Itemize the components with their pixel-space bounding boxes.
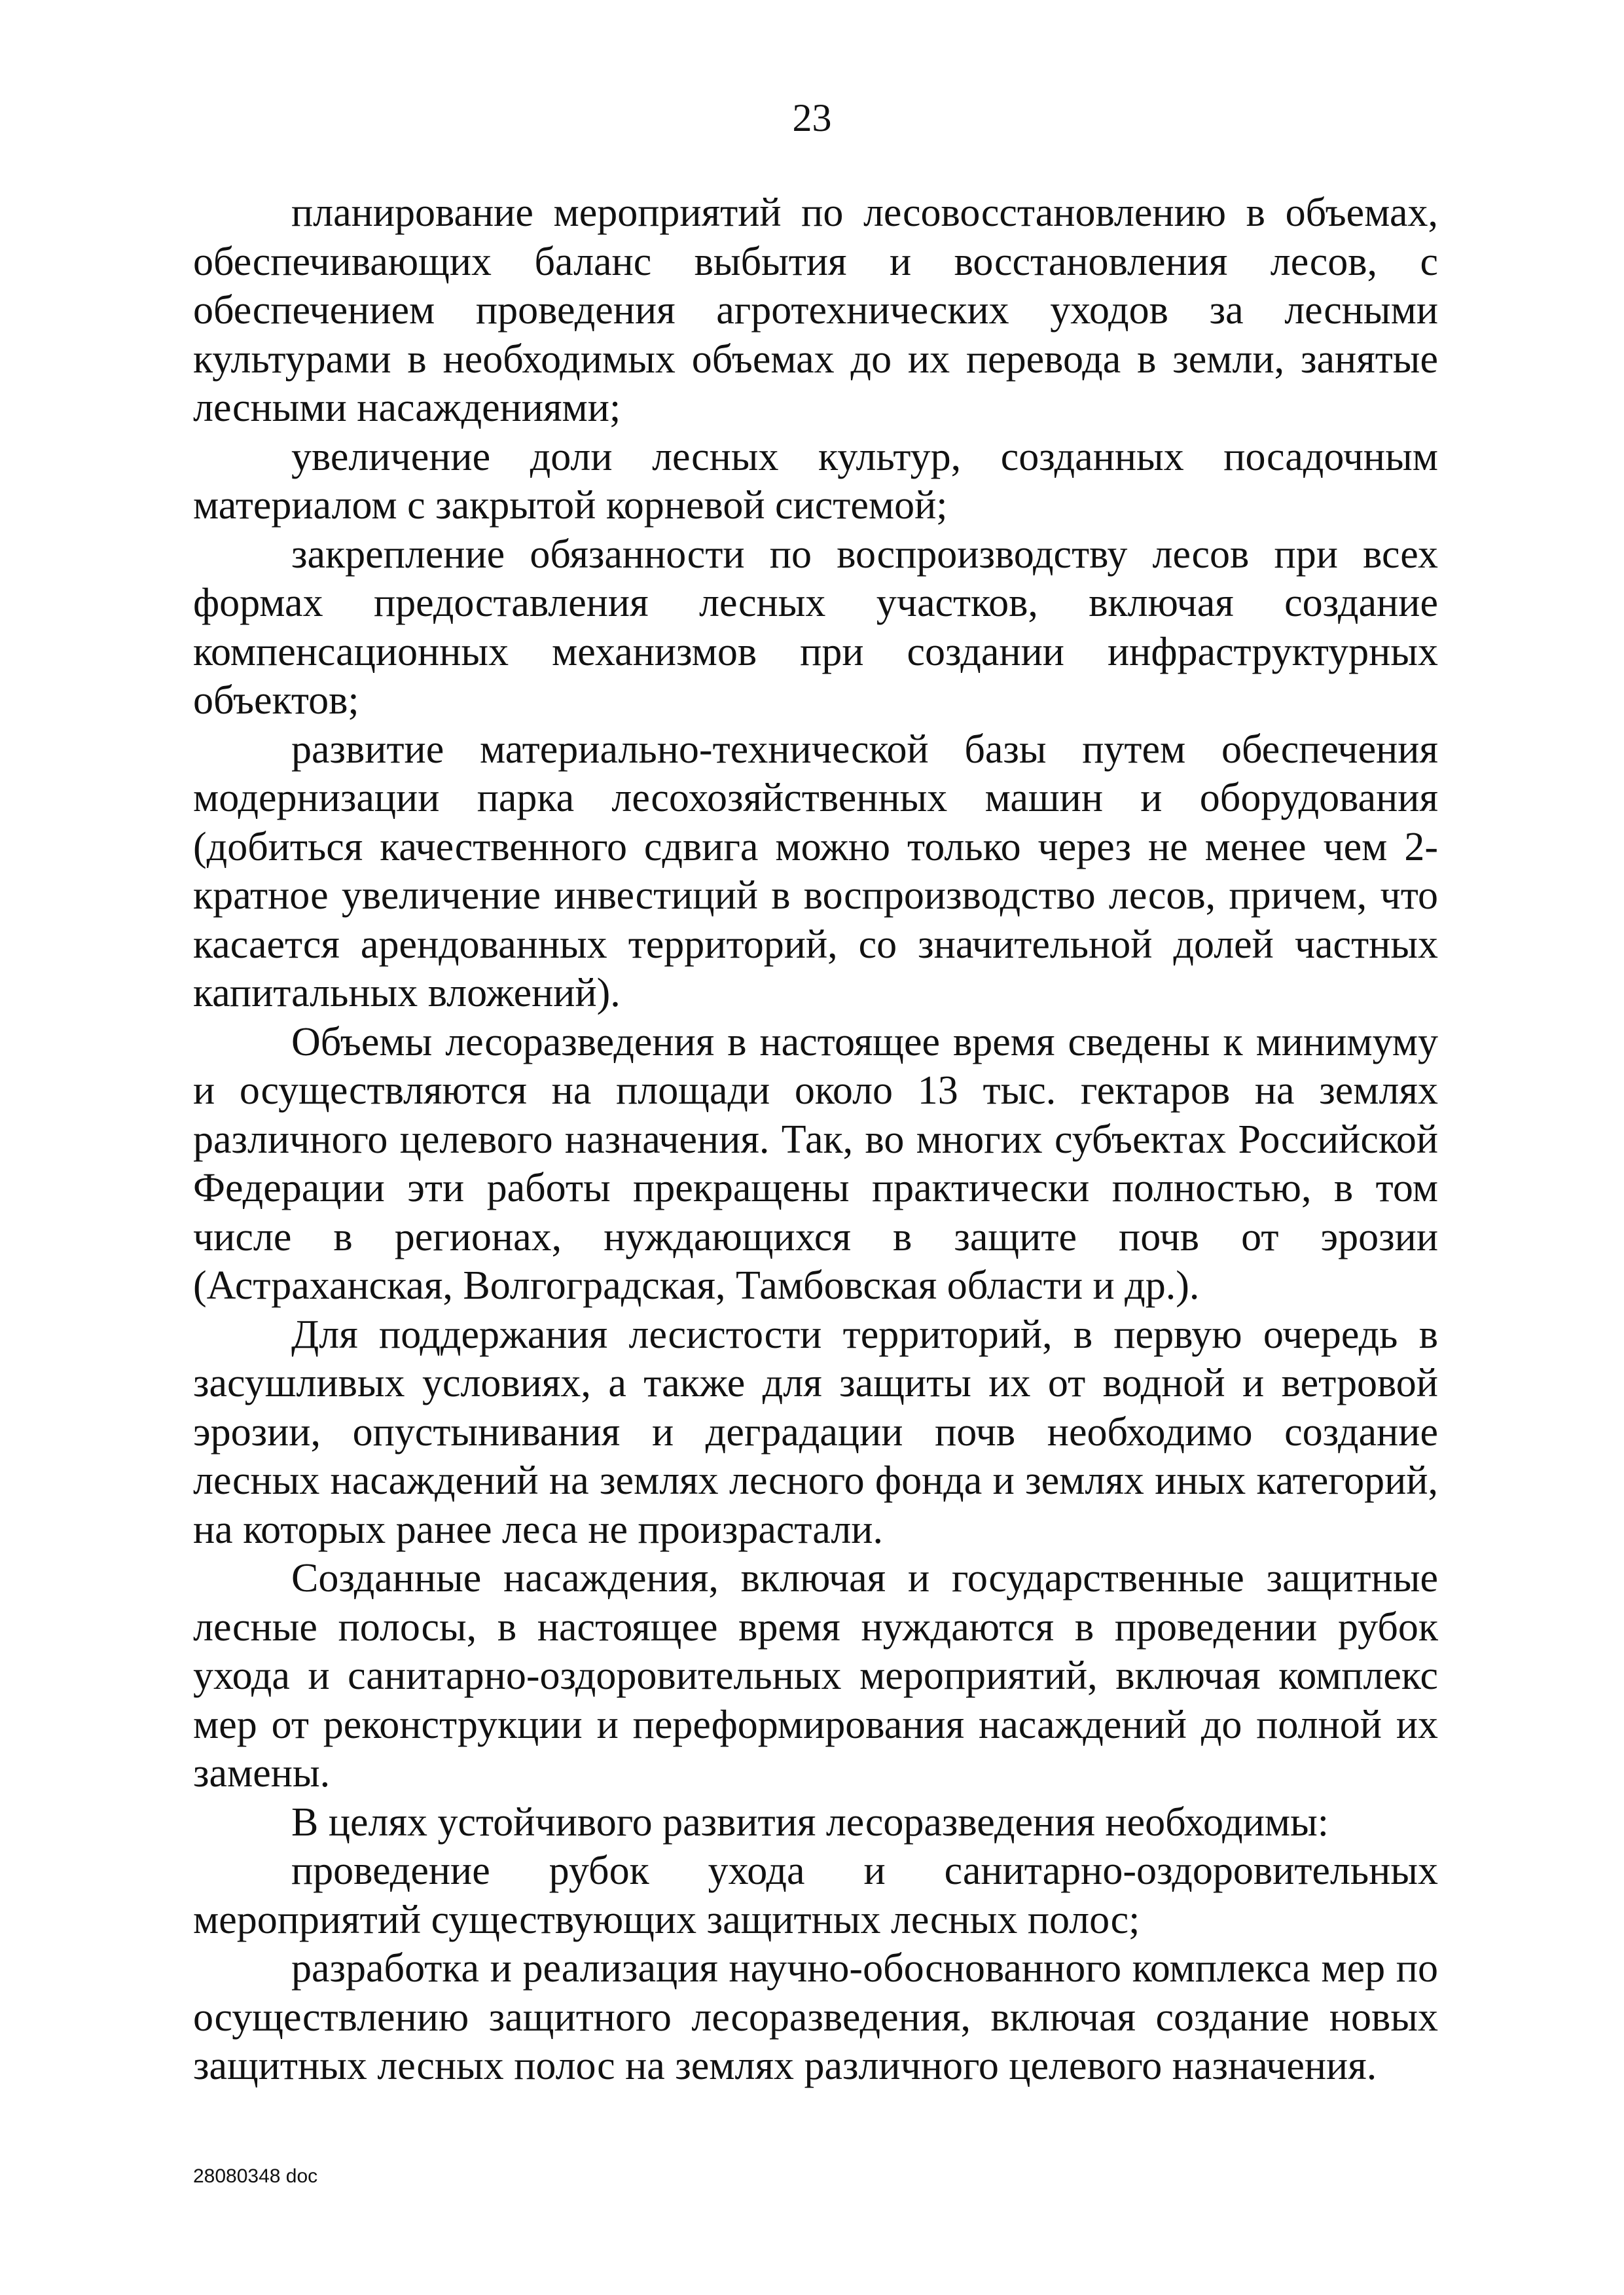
paragraph-forest-cover: Для поддержания лесистости территорий, в первую очередь в засушливых условиях, а также для защиты их от водной и ветровой эрозии, опустынивания и деградации почв необходимо создание лесных насаждений на землях лесного фонда и землях иных категорий, на которых ранее леса не произрастали. (193, 1312, 1438, 1552)
paragraph-reforestation-planning: планирование мероприятий по лесовосстановлению в объемах, обеспечивающих баланс выбытия и восстановления лесов, с обеспечением проведения агротехнических уходов за лесными культурами в необходимых объемах до их перевода в земли, занятые лесными насаждениями; (193, 190, 1438, 430)
document-code: 28080348 doc (193, 2165, 318, 2187)
paragraph-technical-base: развитие материально-технической базы путем обеспечения модернизации парка лесохозяйственных машин и оборудования (добиться качественного сдвига можно только через не менее чем 2-кратное увеличение инвестиций в воспроизводство лесов, причем, что касается арендованных территорий, со значительной долей частных капитальных вложений). (193, 727, 1438, 1015)
paragraph-sustainable-goals: В целях устойчивого развития лесоразведения необходимы: (291, 1799, 1329, 1845)
document-body (193, 189, 1438, 2091)
paragraph-afforestation-volumes: Объемы лесоразведения в настоящее время сведены к минимуму и осуществляются на площади около 13 тыс. гектаров на землях различного целевого назначения. Так, во многих субъектах Российской Федерации эти работы прекращены практически полностью, в том числе в регионах, нуждающихся в защите почв от эрозии (Астраханская, Волгоградская, Тамбовская области и др.). (193, 1019, 1438, 1308)
paragraph-protective-complex: разработка и реализация научно-обоснованного комплекса мер по осуществлению защитного лесоразведения, включая создание новых защитных лесных полос на землях различного целевого назначения. (193, 1946, 1438, 2088)
paragraph-reproduction-duty: закрепление обязанности по воспроизводству лесов при всех формах предоставления лесных участков, включая создание компенсационных механизмов при создании инфраструктурных объектов; (193, 532, 1438, 723)
paragraph-closed-root-share: увеличение доли лесных культур, созданных посадочным материалом с закрытой корневой системой; (193, 434, 1438, 528)
paragraph-thinning-measures: проведение рубок ухода и санитарно-оздоровительных мероприятий существующих защитных лесных полос; (193, 1849, 1438, 1942)
page-number: 23 (792, 96, 832, 139)
paragraph-plantations-care: Созданные насаждения, включая и государственные защитные лесные полосы, в настоящее время нуждаются в проведении рубок ухода и санитарно-оздоровительных мероприятий, включая комплекс мер от реконструкции и переформирования насаждений до полной их замены. (193, 1556, 1438, 1796)
